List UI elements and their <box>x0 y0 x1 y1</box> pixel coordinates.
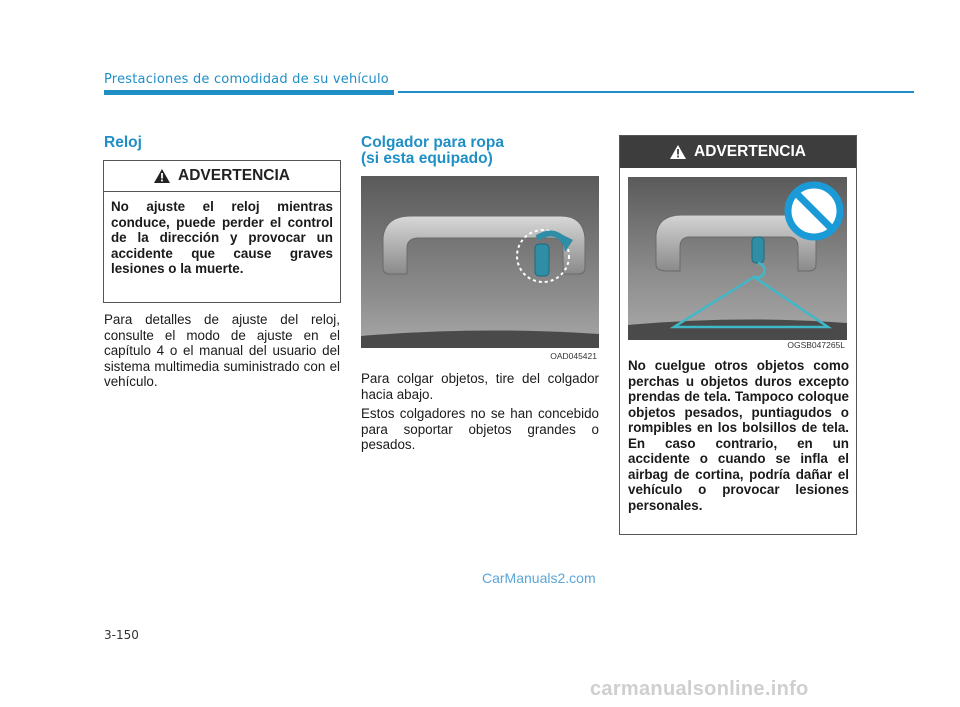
clock-body-text: Para detalles de ajuste del reloj, consulte el modo de ajuste en el capítulo 4 o el manual del usuario del sistema multimedia suministrado con el vehículo. <box>104 312 340 389</box>
warning-header <box>104 161 340 191</box>
heading-reloj: Reloj <box>104 134 142 151</box>
hanger-hook <box>535 244 549 276</box>
warning-title: ADVERTENCIA <box>694 143 806 160</box>
figure-label-hanger: OAD045421 <box>550 351 597 361</box>
hanger-paragraph-2: Estos colgadores no se han concebido para soportar objetos grandes o pesados. <box>361 406 599 452</box>
hanger-illustration <box>361 176 599 348</box>
section-title: Prestaciones de comodidad de su vehículo <box>104 72 389 87</box>
hanger-paragraph-1: Para colgar objetos, tire del colgador hacia abajo. <box>361 371 599 402</box>
figure-prohibited <box>628 177 847 351</box>
warning-triangle-icon <box>670 145 686 159</box>
figure-label-prohibited: OGSB047265L <box>787 340 845 350</box>
prohibited-illustration <box>628 177 847 340</box>
heading-colgador <box>361 135 504 167</box>
warning-triangle-icon <box>154 169 170 183</box>
warning-box-clock <box>103 160 341 303</box>
warning-text-hanger: No cuelgue otros objetos como perchas u objetos duros excepto prendas de tela. Tampoco coloque objetos pesados, puntiagudos o rompibles en los bolsillos de tela. En caso contrario, en un accidente o cuando se infla el airbag de cortina, podría dañar el vehículo o provocar lesiones personales. <box>628 358 849 513</box>
figure-hanger <box>361 176 599 362</box>
header-rule-thick <box>104 90 394 95</box>
warning-box-hanger <box>619 135 857 535</box>
watermark-carmanuals2: CarManuals2.com <box>482 570 596 586</box>
page-number: 3-150 <box>104 628 139 642</box>
watermark-carmanualsonline: carmanualsonline.info <box>590 678 809 700</box>
heading-colgador-line2: (si esta equipado) <box>361 150 493 167</box>
heading-colgador-line1: Colgador para ropa <box>361 134 504 151</box>
warning-text-clock: No ajuste el reloj mientras conduce, puede perder el control de la dirección y provocar un accidente que cause graves lesiones o la muerte. <box>111 199 333 276</box>
warning-header <box>620 136 856 168</box>
warning-title: ADVERTENCIA <box>178 167 290 184</box>
prohibition-sign-icon <box>788 185 840 237</box>
header-rule-thin <box>398 91 914 93</box>
